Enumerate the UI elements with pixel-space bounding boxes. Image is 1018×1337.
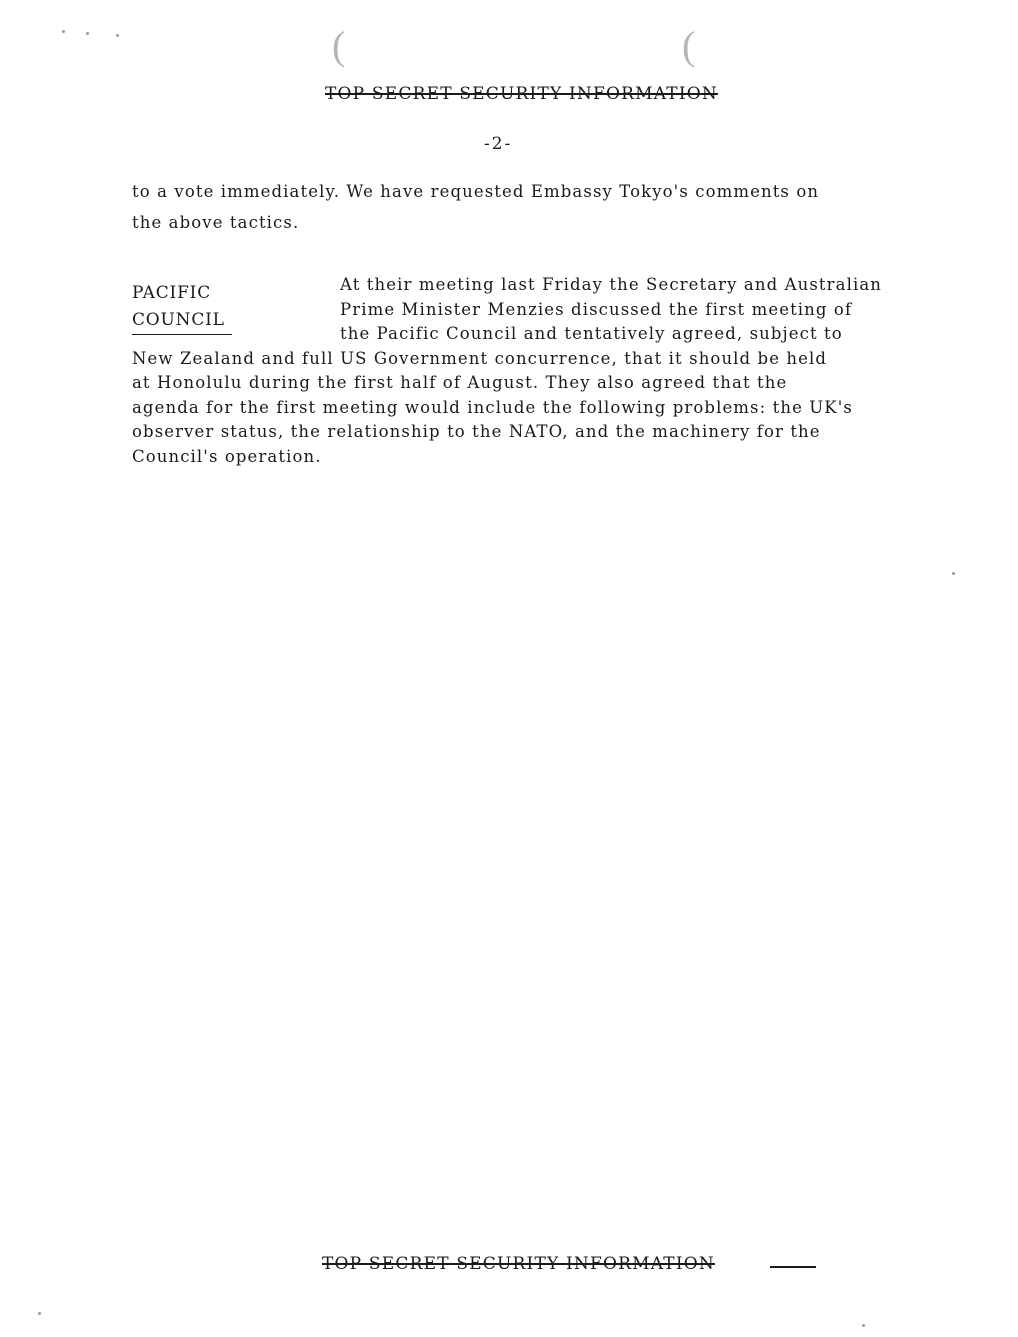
paragraph-line: Prime Minister Menzies discussed the first meeting of (340, 299, 853, 319)
footer-classification: TOP SECRET SECURITY INFORMATION (322, 1254, 715, 1274)
paper-speck (62, 30, 65, 33)
section-heading-line2: COUNCIL (132, 307, 232, 335)
paper-speck (862, 1324, 865, 1327)
paragraph-line: at Honolulu during the first half of August. They also agreed that the (132, 373, 788, 392)
paragraph-line: the above tactics. (132, 213, 300, 232)
section-heading-line1: PACIFIC (132, 283, 211, 303)
paragraph-line: the Pacific Council and tentatively agreed, subject to (340, 324, 843, 343)
paragraph-continuation (132, 176, 819, 238)
page-number: -2- (484, 134, 513, 154)
paragraph-line: agenda for the first meeting would include the following problems: the UK's (132, 397, 853, 417)
paragraph-line: At their meeting last Friday the Secretary and Australian (340, 275, 882, 294)
paragraph-line: New Zealand and full US Government concurrence, that it should be held (132, 348, 828, 368)
paragraph-line: Council's operation. (132, 446, 322, 466)
paper-speck (952, 572, 955, 575)
header-classification: TOP SECRET SECURITY INFORMATION (325, 84, 718, 104)
paper-speck (38, 1312, 41, 1315)
margin-mark-left: ( (332, 23, 346, 68)
footer-strike-line (770, 1266, 816, 1268)
paragraph-line: observer status, the relationship to the NATO, and the machinery for the (132, 422, 821, 441)
paper-speck (116, 34, 119, 37)
paper-speck (86, 32, 89, 35)
section-paragraph (132, 273, 882, 469)
margin-mark-right: ( (682, 23, 696, 68)
paragraph-line: to a vote immediately. We have requested Embassy Tokyo's comments on (132, 182, 820, 201)
